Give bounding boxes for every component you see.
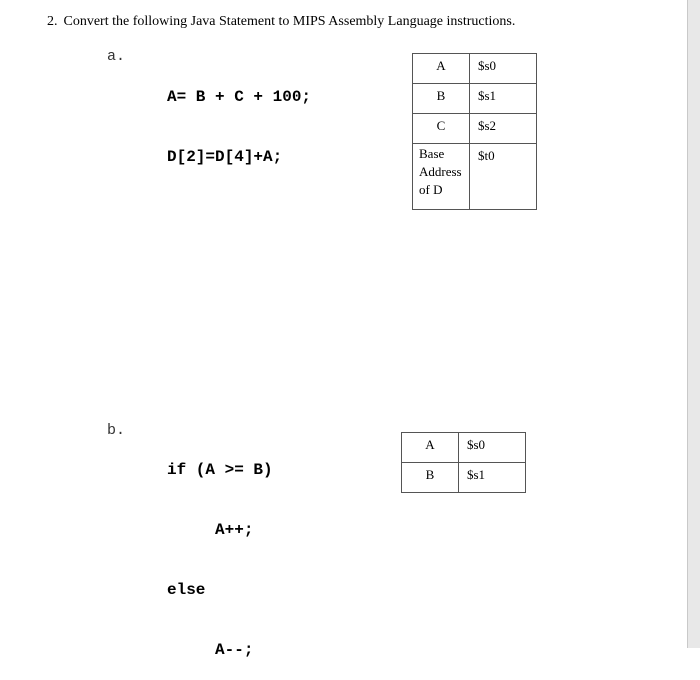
part-a-label: a. xyxy=(107,48,126,65)
register-table-a xyxy=(412,53,537,210)
register-cell: $s2 xyxy=(470,114,537,144)
table-row xyxy=(402,433,526,463)
question-number: 2. xyxy=(47,14,58,29)
register-cell: $s0 xyxy=(459,433,526,463)
variable-line: Address xyxy=(419,164,462,179)
variable-cell: A xyxy=(413,54,470,84)
variable-cell xyxy=(413,144,470,210)
code-line: A--; xyxy=(167,641,254,659)
window-edge xyxy=(687,0,700,648)
code-line: if (A >= B) xyxy=(167,461,273,479)
table-row xyxy=(413,54,537,84)
register-cell: $t0 xyxy=(470,144,537,210)
code-line: A++; xyxy=(167,521,254,539)
code-line: D[2]=D[4]+A; xyxy=(167,148,283,166)
register-table-b xyxy=(401,432,526,493)
question-text: Convert the following Java Statement to MIPS Assembly Language instructions. xyxy=(63,14,516,29)
variable-cell: B xyxy=(402,463,459,493)
variable-line: Base xyxy=(419,146,445,161)
register-cell: $s1 xyxy=(459,463,526,493)
code-line: else xyxy=(167,581,206,599)
register-cell: $s1 xyxy=(470,84,537,114)
part-b-code xyxy=(167,420,273,680)
code-line: A= B + C + 100; xyxy=(167,88,312,106)
table-row xyxy=(413,84,537,114)
variable-cell: C xyxy=(413,114,470,144)
variable-cell: B xyxy=(413,84,470,114)
variable-cell: A xyxy=(402,433,459,463)
table-row xyxy=(402,463,526,493)
part-a-code xyxy=(167,47,311,187)
part-b-label: b. xyxy=(107,422,126,439)
register-cell: $s0 xyxy=(470,54,537,84)
variable-line: of D xyxy=(419,182,443,197)
table-row xyxy=(413,114,537,144)
question-heading xyxy=(47,14,515,30)
table-row xyxy=(413,144,537,210)
